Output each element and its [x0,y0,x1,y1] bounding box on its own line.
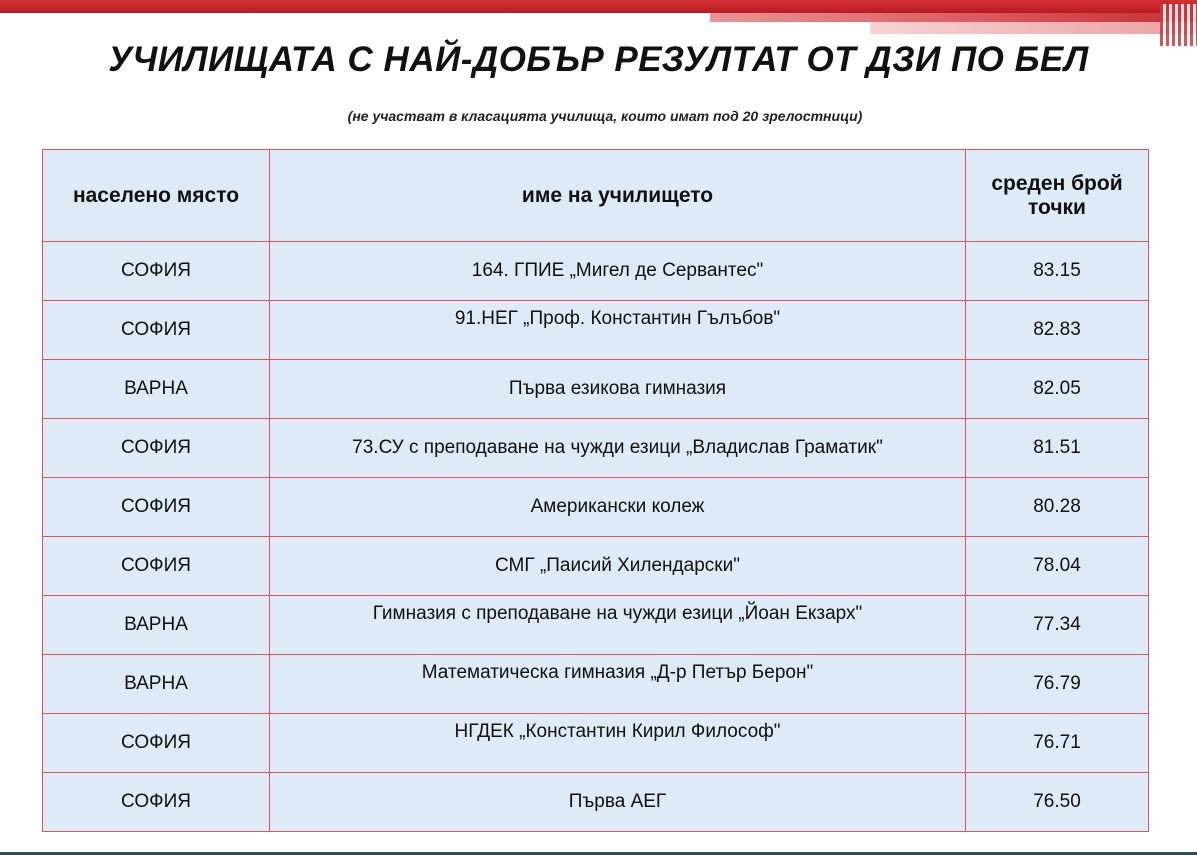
table-row [43,714,1149,773]
table-row [43,360,1149,419]
cell-school [270,714,966,773]
cell-school: Първа езикова гимназия [270,360,966,419]
table-row [43,301,1149,360]
cell-school-text: Математическа гимназия „Д-р Петър Берон" [421,662,814,683]
table-row [43,655,1149,714]
cell-city: СОФИЯ [43,242,270,301]
cell-city: ВАРНА [43,655,270,714]
cell-school: 73.СУ с преподаване на чужди езици „Владислав Граматик" [270,419,966,478]
table-row [43,242,1149,301]
cell-school: 164. ГПИЕ „Мигел де Сервантес" [270,242,966,301]
header-score-line2: точки [1028,195,1086,219]
cell-score: 82.83 [966,301,1149,360]
cell-school-text: Гимназия с преподаване на чужди езици „Йоан Екзарх" [372,603,863,624]
cell-school-text: 91.НЕГ „Проф. Константин Гълъбов" [454,308,781,329]
cell-school [270,655,966,714]
table-row [43,773,1149,832]
cell-city: ВАРНА [43,596,270,655]
cell-city: СОФИЯ [43,478,270,537]
cell-school [270,596,966,655]
header-score [966,150,1149,242]
cell-score: 83.15 [966,242,1149,301]
top-banner [0,0,1197,13]
table-row [43,596,1149,655]
cell-city: ВАРНА [43,360,270,419]
cell-score: 76.71 [966,714,1149,773]
cell-score: 76.50 [966,773,1149,832]
cell-score: 78.04 [966,537,1149,596]
cell-city: СОФИЯ [43,301,270,360]
cell-school: Първа АЕГ [270,773,966,832]
cell-school [270,301,966,360]
table-row [43,419,1149,478]
table-header-row [43,150,1149,242]
cell-score: 81.51 [966,419,1149,478]
cell-city: СОФИЯ [43,714,270,773]
header-score-line1: среден брой [991,171,1123,195]
header-city: населено място [43,150,270,242]
cell-city: СОФИЯ [43,419,270,478]
header-school: име на училището [270,150,966,242]
page-subtitle: (не участват в класацията училища, които имат под 20 зрелостници) [347,108,863,124]
cell-school-text: НГДЕК „Константин Кирил Философ" [454,721,781,742]
top-banner-accent-light [870,22,1197,34]
cell-score: 76.79 [966,655,1149,714]
cell-city: СОФИЯ [43,537,270,596]
cell-score: 80.28 [966,478,1149,537]
results-table [42,149,1149,832]
cell-city: СОФИЯ [43,773,270,832]
cell-score: 82.05 [966,360,1149,419]
table-row [43,478,1149,537]
top-banner-accent [710,13,1197,22]
table-row [43,537,1149,596]
cell-score: 77.34 [966,596,1149,655]
cell-school: Американски колеж [270,478,966,537]
page-title: УЧИЛИЩАТА С НАЙ-ДОБЪР РЕЗУЛТАТ ОТ ДЗИ ПО БЕЛ [108,40,1089,79]
cell-school: СМГ „Паисий Хилендарски" [270,537,966,596]
